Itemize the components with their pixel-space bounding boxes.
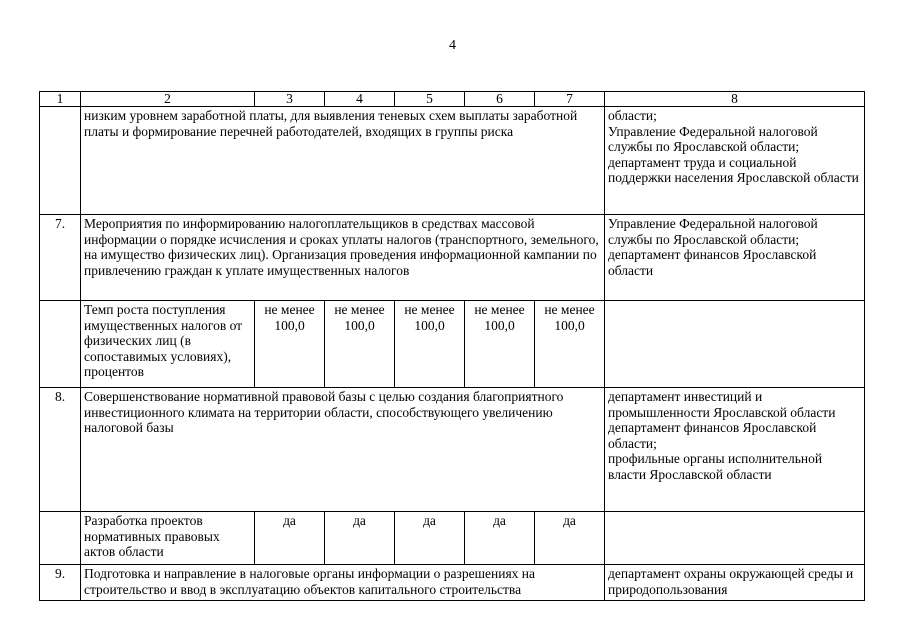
row-number-empty xyxy=(40,512,81,565)
measure-text: Мероприятия по информированию налогоплательщиков в средствах массовой информации о порядке исчисления и сроках уплаты налогов (транспортного, земельного, на имущество физических лиц). Организация проведения информационной кампании по привлечению граждан к уплате имущественных налогов xyxy=(81,215,605,301)
indicator-row-7 xyxy=(40,301,865,388)
indicator-value: да xyxy=(325,512,395,565)
header-col-7: 7 xyxy=(535,92,605,107)
responsible-text: департамент инвестиций и промышленности Ярославской области департамент финансов Ярославской области; профильные органы исполнительной власти Ярославской области xyxy=(605,388,865,512)
row-number xyxy=(40,107,81,215)
indicator-value: не менее 100,0 xyxy=(535,301,605,388)
responsible-text: департамент охраны окружающей среды и природопользования xyxy=(605,565,865,601)
header-col-5: 5 xyxy=(395,92,465,107)
table-row-8 xyxy=(40,388,865,512)
header-col-1: 1 xyxy=(40,92,81,107)
row-number: 8. xyxy=(40,388,81,512)
indicator-value: не менее 100,0 xyxy=(325,301,395,388)
measure-text: Подготовка и направление в налоговые органы информации о разрешениях на строительство и ввод в эксплуатацию объектов капитального строительства xyxy=(81,565,605,601)
row-number: 7. xyxy=(40,215,81,301)
header-row xyxy=(40,92,865,107)
row-number-empty xyxy=(40,301,81,388)
indicator-value: да xyxy=(255,512,325,565)
row-number: 9. xyxy=(40,565,81,601)
indicator-value: да xyxy=(395,512,465,565)
indicator-value: не менее 100,0 xyxy=(255,301,325,388)
responsible-text: области; Управление Федеральной налоговой службы по Ярославской области; департамент труда и социальной поддержки населения Ярославской области xyxy=(605,107,865,215)
indicator-value: да xyxy=(465,512,535,565)
responsible-empty xyxy=(605,512,865,565)
header-col-6: 6 xyxy=(465,92,535,107)
header-col-3: 3 xyxy=(255,92,325,107)
header-col-2: 2 xyxy=(81,92,255,107)
indicator-value: не менее 100,0 xyxy=(465,301,535,388)
header-col-8: 8 xyxy=(605,92,865,107)
indicator-value: не менее 100,0 xyxy=(395,301,465,388)
indicator-row-8 xyxy=(40,512,865,565)
table-row-continuation xyxy=(40,107,865,215)
measure-text: низким уровнем заработной платы, для выявления теневых схем выплаты заработной платы и формирование перечней работодателей, входящих в группы риска xyxy=(81,107,605,215)
measure-text: Совершенствование нормативной правовой базы с целью создания благоприятного инвестиционного климата на территории области, способствующего увеличению налоговой базы xyxy=(81,388,605,512)
table-row-7 xyxy=(40,215,865,301)
responsible-empty xyxy=(605,301,865,388)
indicator-text: Темп роста поступления имущественных налогов от физических лиц (в сопоставимых условиях), процентов xyxy=(81,301,255,388)
indicator-text: Разработка проектов нормативных правовых актов области xyxy=(81,512,255,565)
indicator-value: да xyxy=(535,512,605,565)
header-col-4: 4 xyxy=(325,92,395,107)
measures-table xyxy=(39,91,865,601)
page-number: 4 xyxy=(449,38,456,53)
responsible-text: Управление Федеральной налоговой службы по Ярославской области; департамент финансов Ярославской области xyxy=(605,215,865,301)
table-row-9 xyxy=(40,565,865,601)
